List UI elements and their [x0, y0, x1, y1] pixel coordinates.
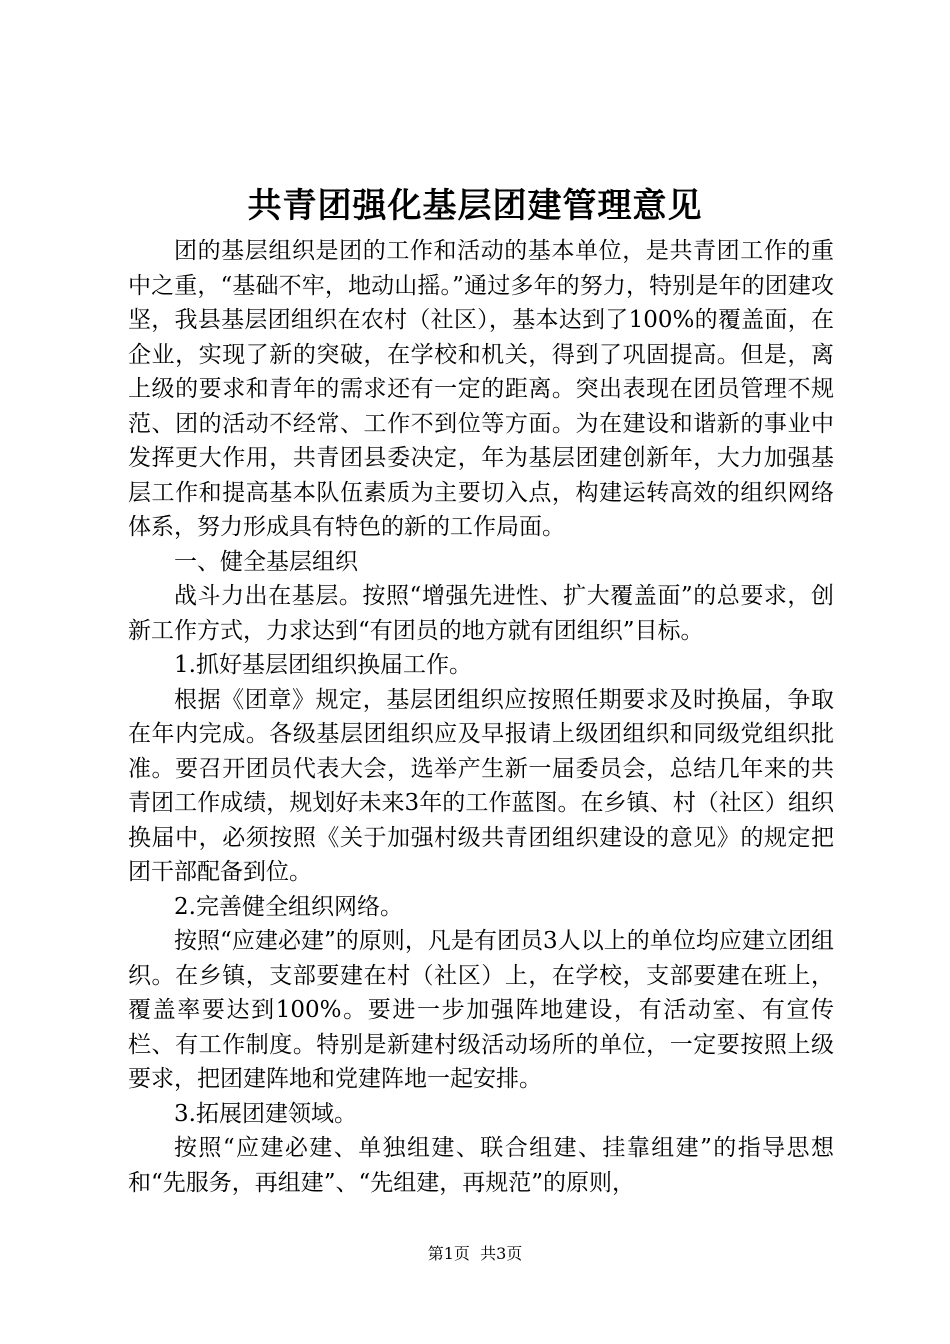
paragraph: 战斗力出在基层。按照“增强先进性、扩大覆盖面”的总要求，创新工作方式，力求达到“有团员的地方就有团组织”目标。	[128, 583, 834, 644]
subsection-heading: 2.完善健全组织网络。	[174, 893, 403, 920]
paragraph-intro: 团的基层组织是团的工作和活动的基本单位，是共青团工作的重中之重，“基础不牢，地动山摇。”通过多年的努力，特别是年的团建攻坚，我县基层团组织在农村（社区），基本达到了100%的覆盖面，在企业，实现了新的突破，在学校和机关，得到了巩固提高。但是，离上级的要求和青年的需求还有一定的距离。突出表现在团员管理不规范、团的活动不经常、工作不到位等方面。为在建设和谐新的事业中发挥更大作用，共青团县委决定，年为基层团建创新年，大力加强基层工作和提高基本队伍素质为主要切入点，构建运转高效的组织网络体系，努力形成具有特色的新的工作局面。	[128, 238, 834, 540]
paragraph: 按照“应建必建、单独组建、联合组建、挂靠组建”的指导思想和“先服务，再组建”、“先组建，再规范”的原则，	[128, 1135, 834, 1196]
subsection-heading: 3.拓展团建领域。	[174, 1100, 357, 1127]
document-body	[128, 234, 834, 1200]
section-heading: 一、健全基层组织	[174, 548, 358, 575]
paragraph: 按照“应建必建”的原则，凡是有团员3人以上的单位均应建立团组织。在乡镇，支部要建在村（社区）上，在学校，支部要建在班上，覆盖率要达到100%。要进一步加强阵地建设，有活动室、有宣传栏、有工作制度。特别是新建村级活动场所的单位，一定要按照上级要求，把团建阵地和党建阵地一起安排。	[128, 928, 834, 1092]
page-footer	[0, 1242, 950, 1266]
page-total: 共3页	[480, 1244, 523, 1263]
subsection-heading: 1.抓好基层团组织换届工作。	[174, 652, 472, 678]
page-number: 第1页	[427, 1244, 470, 1263]
document-title: 共青团强化基层团建管理意见	[247, 186, 703, 226]
paragraph: 根据《团章》规定，基层团组织应按照任期要求及时换届，争取在年内完成。各级基层团组织应及早报请上级团组织和同级党组织批准。要召开团员代表大会，选举产生新一届委员会，总结几年来的共青团工作成绩，规划好未来3年的工作蓝图。在乡镇、村（社区）组织换届中，必须按照《关于加强村级共青团组织建设的意见》的规定把团干部配备到位。	[128, 686, 834, 885]
